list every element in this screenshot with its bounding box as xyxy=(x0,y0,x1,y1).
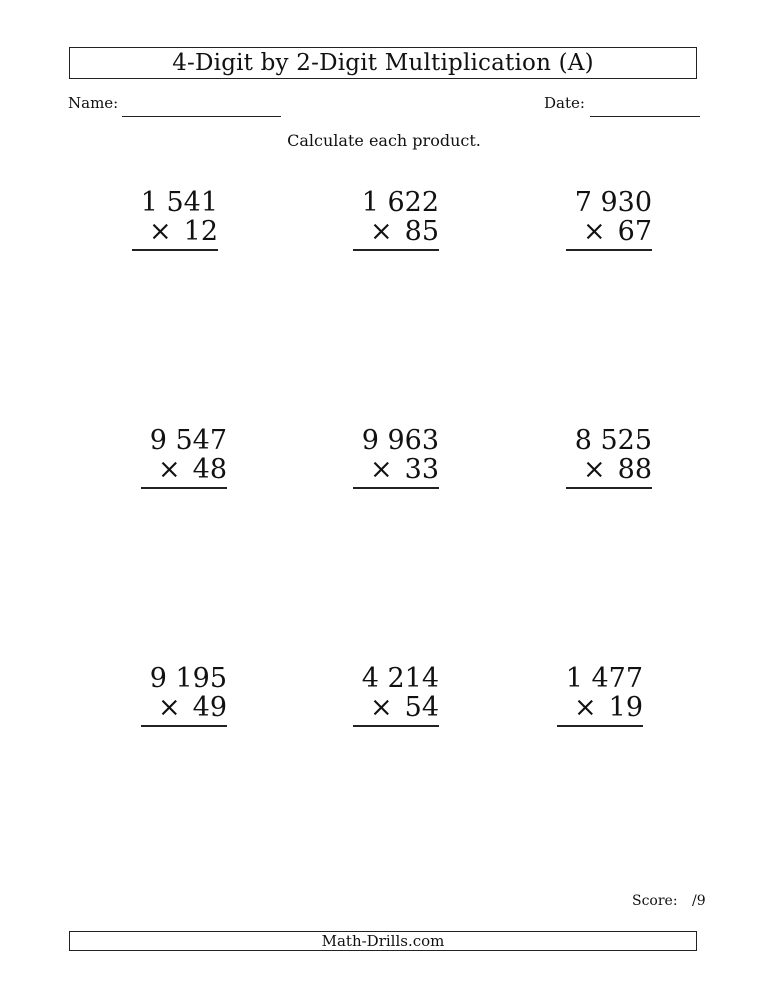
problem-multiplier-row xyxy=(557,693,643,722)
answer-line xyxy=(353,725,439,727)
problem-5 xyxy=(353,426,439,489)
problem-multiplier: 49 xyxy=(192,692,227,723)
footer-text: Math-Drills.com xyxy=(321,932,445,950)
problem-2 xyxy=(353,188,439,251)
problem-multiplier-row xyxy=(141,693,227,722)
problem-multiplier-row xyxy=(566,455,652,484)
problem-multiplicand: 9 963 xyxy=(361,425,439,456)
times-sign: × xyxy=(583,216,606,247)
answer-line xyxy=(141,487,227,489)
problem-8 xyxy=(353,664,439,727)
score-label: Score: xyxy=(632,893,678,909)
times-sign: × xyxy=(370,692,393,723)
problem-multiplier: 19 xyxy=(608,692,643,723)
problem-multiplier: 48 xyxy=(192,454,227,485)
problem-3 xyxy=(566,188,652,251)
answer-line xyxy=(132,249,218,251)
problem-7 xyxy=(141,664,227,727)
problem-multiplicand: 4 214 xyxy=(361,663,439,694)
problem-multiplier-row xyxy=(353,693,439,722)
answer-line xyxy=(353,249,439,251)
answer-line xyxy=(141,725,227,727)
score-total: /9 xyxy=(692,893,706,909)
worksheet-title xyxy=(69,47,697,79)
problem-multiplicand: 9 195 xyxy=(149,663,227,694)
times-sign: × xyxy=(158,692,181,723)
problem-6 xyxy=(566,426,652,489)
problem-multiplicand: 1 622 xyxy=(361,187,439,218)
name-field[interactable] xyxy=(122,116,281,117)
problem-multiplicand: 7 930 xyxy=(574,187,652,218)
problem-1 xyxy=(132,188,218,251)
problem-multiplier: 85 xyxy=(404,216,439,247)
problem-multiplier: 67 xyxy=(617,216,652,247)
problem-multiplicand: 8 525 xyxy=(574,425,652,456)
problem-multiplier-row xyxy=(566,217,652,246)
times-sign: × xyxy=(158,454,181,485)
answer-line xyxy=(353,487,439,489)
times-sign: × xyxy=(583,454,606,485)
score xyxy=(632,893,706,909)
answer-line xyxy=(566,487,652,489)
answer-line xyxy=(557,725,643,727)
problem-multiplicand: 1 477 xyxy=(565,663,643,694)
answer-line xyxy=(566,249,652,251)
instructions: Calculate each product. xyxy=(287,131,481,150)
problem-multiplier-row xyxy=(132,217,218,246)
problem-4 xyxy=(141,426,227,489)
worksheet-title-text: 4-Digit by 2-Digit Multiplication (A) xyxy=(172,50,594,76)
footer xyxy=(69,931,697,951)
problem-multiplier: 54 xyxy=(404,692,439,723)
times-sign: × xyxy=(370,216,393,247)
times-sign: × xyxy=(370,454,393,485)
times-sign: × xyxy=(574,692,597,723)
problem-multiplier-row xyxy=(141,455,227,484)
problem-multiplicand: 1 541 xyxy=(140,187,218,218)
problem-multiplier-row xyxy=(353,217,439,246)
problem-multiplier-row xyxy=(353,455,439,484)
problem-multiplier: 88 xyxy=(617,454,652,485)
problem-multiplier: 12 xyxy=(183,216,218,247)
name-label: Name: xyxy=(68,94,119,112)
date-label: Date: xyxy=(544,94,585,112)
date-field[interactable] xyxy=(590,116,700,117)
problem-multiplicand: 9 547 xyxy=(149,425,227,456)
times-sign: × xyxy=(149,216,172,247)
problem-multiplier: 33 xyxy=(404,454,439,485)
problem-9 xyxy=(557,664,643,727)
